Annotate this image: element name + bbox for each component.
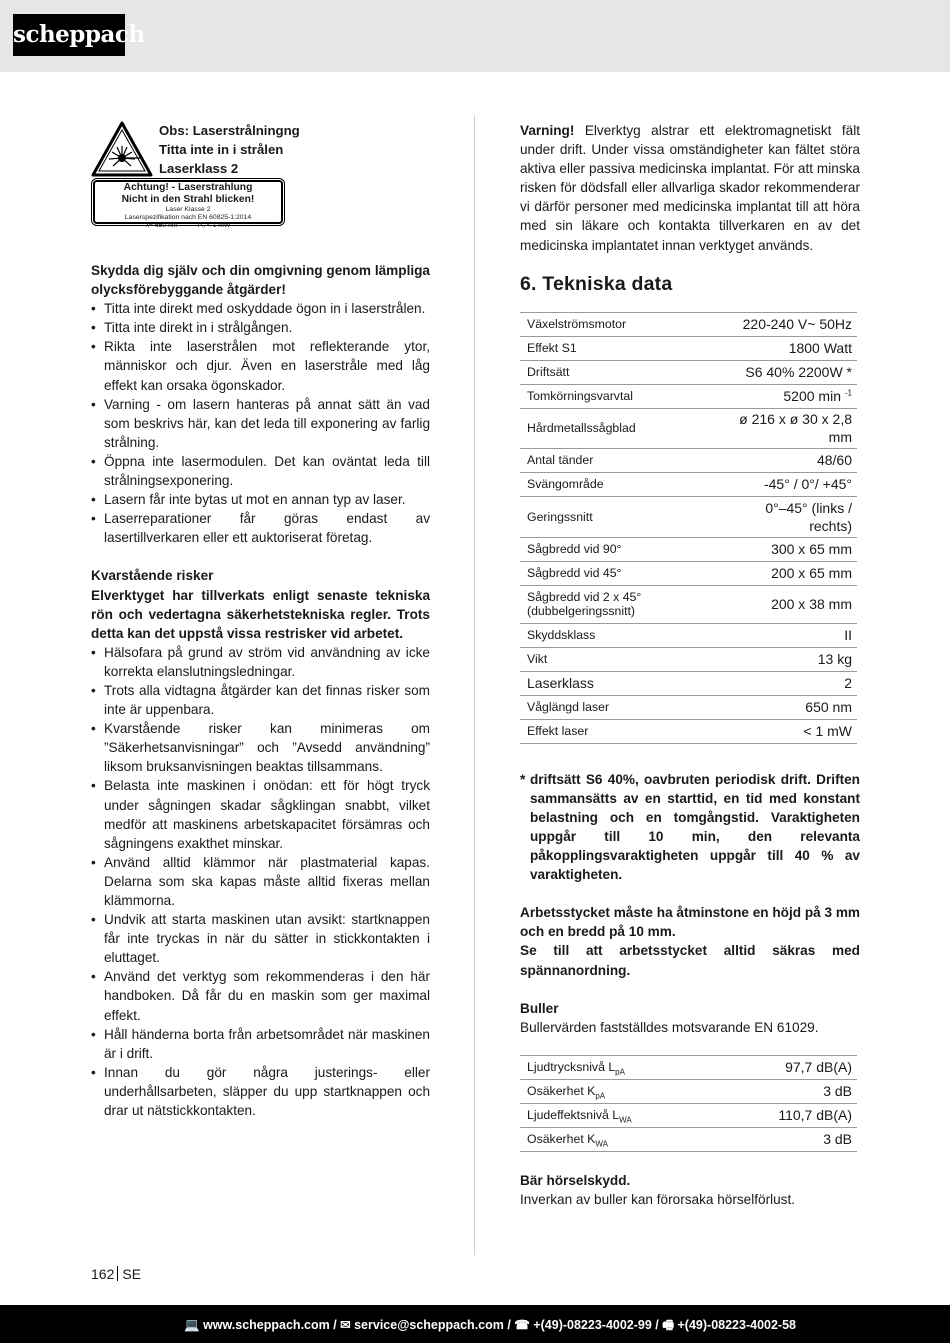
spec-value: S6 40% 2200W * — [722, 360, 857, 384]
spec-key: Svängområde — [520, 472, 722, 496]
table-row — [520, 336, 857, 360]
spec-value: 200 x 65 mm — [722, 561, 857, 585]
table-row — [520, 472, 857, 496]
list-item: • Rikta inte laserstrålen mot reflekterande ytor, människor och djur. Även en laserstråle med låg effekt kan orsaka ögonskador. — [91, 337, 430, 394]
laser-hazard-icon — [91, 121, 153, 177]
workpiece-note: Arbetsstycket måste ha åtminstone en höjd på 3 mm och en bredd på 10 mm. Se till att arbetsstycket alltid säkras med spännanordning. — [520, 905, 860, 978]
table-row — [520, 695, 857, 719]
safety-intro: Skydda dig själv och din omgivning genom lämpliga olycksförebyggande åtgärder! — [91, 263, 430, 298]
table-row — [520, 623, 857, 647]
table-row — [520, 537, 857, 561]
spec-value: 200 x 38 mm — [722, 585, 857, 623]
footnote-star: * — [520, 771, 526, 787]
spec-value: 300 x 65 mm — [722, 537, 857, 561]
laser-safety-list — [91, 299, 430, 547]
spec-value: 0°–45° (links / rechts) — [722, 496, 857, 537]
noise-title: Buller — [520, 1000, 559, 1016]
laser-warning-text — [159, 121, 300, 178]
list-item: • Håll händerna borta från arbetsområdet när maskinen är i drift. — [91, 1025, 430, 1063]
noise-key-sub: WA — [619, 1115, 632, 1125]
noise-table — [520, 1055, 857, 1152]
table-row — [520, 408, 857, 448]
list-item: • Kvarstående risker kan minimeras om ”Säkerhetsanvisningar” och ”Avsedd användning” liksom bruksanvisningen beaktas tillsammans. — [91, 719, 430, 776]
laser-label — [91, 178, 285, 229]
spec-key: Laserklass — [520, 671, 722, 695]
page-language: SE — [122, 1266, 142, 1282]
spec-key: Effekt laser — [520, 719, 722, 743]
label-line: Achtung! - Laserstrahlung — [123, 182, 253, 193]
list-item: • Titta inte direkt med oskyddade ögon in i laserstrålen. — [91, 299, 430, 318]
label-wavelength: λ= 650 nm — [145, 222, 178, 229]
spec-key: Antal tänder — [520, 448, 722, 472]
label-power: P₀ < 1 mW — [197, 222, 231, 229]
spec-key: Driftsätt — [520, 360, 722, 384]
operating-mode-note — [520, 770, 860, 885]
label-line: Nicht in den Strahl blicken! — [121, 194, 255, 205]
spec-key: Skyddsklass — [520, 623, 722, 647]
table-row — [520, 1103, 857, 1127]
noise-key-sub: pA — [615, 1067, 625, 1077]
footer-bar — [0, 1305, 950, 1343]
noise-value: 3 dB — [722, 1127, 857, 1151]
risks-title: Kvarstående risker — [91, 568, 214, 584]
scheppach-logo: scheppach — [13, 14, 125, 56]
hearing-title: Bär hörselskydd. — [520, 1172, 631, 1188]
warning-text: Elverktyg alstrar ett elektromagnetiskt fält under drift. Under vissa omständigheter kan fältet störa aktiva eller passiva medicinska implantat. För att minska risken för dödsfall eller allvarliga skador rekommenderar vi därför personer med medicinska implantat till att höra med sin läkare och kontakta tillverkaren en av det medicinska implantatet innan verktyget används. — [520, 123, 860, 253]
spec-key: Hårdmetallssågblad — [520, 408, 722, 448]
section-title: 6. Tekniska data — [520, 272, 673, 295]
emf-warning — [520, 121, 860, 255]
noise-key: Osäkerhet K — [527, 1084, 596, 1099]
warning-line: Obs: Laserstrålningng — [159, 123, 300, 138]
header-bar — [0, 0, 950, 72]
noise-key: Ljudtrycksnivå L — [527, 1060, 616, 1075]
table-row — [520, 647, 857, 671]
spec-key: Växelströmsmotor — [520, 312, 722, 336]
noise-key: Ljudeffektsnivå L — [527, 1108, 620, 1123]
spec-value: 13 kg — [722, 647, 857, 671]
risks-intro: Elverktyget har tillverkats enligt senaste tekniska rön och vedertagna säkerhetstekniska regler. Trots detta kan det uppstå vissa restrisker vid arbetet. — [91, 587, 430, 641]
spec-key: Våglängd laser — [520, 695, 722, 719]
table-row — [520, 384, 857, 408]
list-item: • Lasern får inte bytas ut mot en annan typ av laser. — [91, 490, 430, 509]
spec-value: II — [722, 623, 857, 647]
table-row — [520, 360, 857, 384]
hearing-text: Inverkan av buller kan förorsaka hörselförlust. — [520, 1191, 796, 1207]
warning-line: Laserklass 2 — [159, 161, 239, 176]
noise-key-sub: WA — [595, 1139, 608, 1149]
page-number — [91, 1266, 141, 1282]
label-line: Laserspezifikation nach EN 60825-1:2014 — [124, 214, 252, 221]
tech-data-table — [520, 312, 857, 744]
noise-text: Bullervärden fastställdes motsvarande EN 61029. — [520, 1019, 819, 1035]
list-item: • Laserreparationer får göras endast av lasertillverkaren eller ett auktoriserat företag. — [91, 509, 430, 547]
list-item: • Varning - om lasern hanteras på annat sätt än vad som beskrivs här, kan det leda till exponering av farlig strålning. — [91, 395, 430, 452]
spec-key: Sågbredd vid 2 x 45° (dubbelgeringssnitt) — [520, 585, 722, 623]
table-row — [520, 719, 857, 743]
list-item: • Använd det verktyg som rekommenderas i den här handboken. Då får du en maskin som ger maximal effekt. — [91, 967, 430, 1024]
list-item: • Titta inte direkt in i strålgången. — [91, 318, 430, 337]
list-item: • Öppna inte lasermodulen. Det kan oväntat leda till strålningsexponering. — [91, 452, 430, 490]
list-item: • Undvik att starta maskinen utan avsikt: startknappen får inte tryckas in när du sätter in stickkontakten i eluttaget. — [91, 910, 430, 967]
spec-key: Geringssnitt — [520, 496, 722, 537]
spec-key: Sågbredd vid 45° — [520, 561, 722, 585]
page-number-separator — [117, 1266, 118, 1281]
table-row — [520, 561, 857, 585]
spec-value: 2 — [722, 671, 857, 695]
left-column — [91, 121, 430, 1120]
list-item: • Belasta inte maskinen i onödan: ett för högt tryck under sågningen skadar sågklingan snabbt, vilket medför att maskinens arbetskapacitet försämras och sågningens exakthet minskar. — [91, 776, 430, 852]
noise-value: 110,7 dB(A) — [722, 1103, 857, 1127]
table-row — [520, 1079, 857, 1103]
column-divider — [474, 115, 475, 1255]
laser-warning — [91, 121, 430, 261]
spec-value: 650 nm — [722, 695, 857, 719]
footer-contact: 💻 www.scheppach.com / ✉ service@scheppach.com / ☎ +(49)-08223-4002-99 / 🖷 +(49)-08223-4002-58 — [184, 1318, 796, 1332]
spec-key: Tomkörningsvarvtal — [520, 384, 722, 408]
spec-key: Effekt S1 — [520, 336, 722, 360]
label-line: Laser Klasse 2 — [165, 206, 211, 213]
list-item: • Använd alltid klämmor när plastmaterial kapas. Delarna som ska kapas måste alltid fixeras mellan klämmorna. — [91, 853, 430, 910]
warning-line: Titta inte in i strålen — [159, 142, 284, 157]
table-row — [520, 671, 857, 695]
spec-value: 5200 min — [783, 388, 841, 405]
table-row — [520, 448, 857, 472]
table-row — [520, 585, 857, 623]
footnote-text: driftsätt S6 40%, oavbruten periodisk drift. Driften sammansätts av en starttid, en tid med konstant belastning och en tomgångstid. Varaktigheten uppgår till 10 min, den relevanta påkopplingsvaraktigheten uppgår till 40 % av varaktigheten. — [530, 771, 860, 883]
noise-key: Osäkerhet K — [527, 1132, 596, 1147]
spec-value: ø 216 x ø 30 x 2,8 mm — [722, 408, 857, 448]
spec-value: 220-240 V~ 50Hz — [722, 312, 857, 336]
spec-value: -45° / 0°/ +45° — [722, 472, 857, 496]
table-row — [520, 1055, 857, 1079]
warning-lead: Varning! — [520, 123, 575, 138]
noise-value: 3 dB — [722, 1079, 857, 1103]
list-item: • Hälsofara på grund av ström vid användning av icke korrekta elanslutningsledningar. — [91, 643, 430, 681]
list-item: • Innan du gör några justerings- eller underhållsarbeten, släpper du upp startknappen och drar ut nätstickkontakten. — [91, 1063, 430, 1120]
table-row — [520, 496, 857, 537]
table-row — [520, 312, 857, 336]
page-number-value: 162 — [91, 1266, 115, 1282]
right-column — [520, 121, 860, 1209]
spec-value: 48/60 — [722, 448, 857, 472]
spec-key: Sågbredd vid 90° — [520, 537, 722, 561]
noise-value: 97,7 dB(A) — [722, 1055, 857, 1079]
spec-value: < 1 mW — [722, 719, 857, 743]
spec-value: 1800 Watt — [722, 336, 857, 360]
spec-unit-exponent: -1 — [844, 388, 852, 398]
spec-key: Vikt — [520, 647, 722, 671]
list-item: • Trots alla vidtagna åtgärder kan det finnas risker som inte är uppenbara. — [91, 681, 430, 719]
noise-key-sub: pA — [595, 1091, 606, 1101]
table-row — [520, 1127, 857, 1151]
residual-risk-list — [91, 643, 430, 1120]
